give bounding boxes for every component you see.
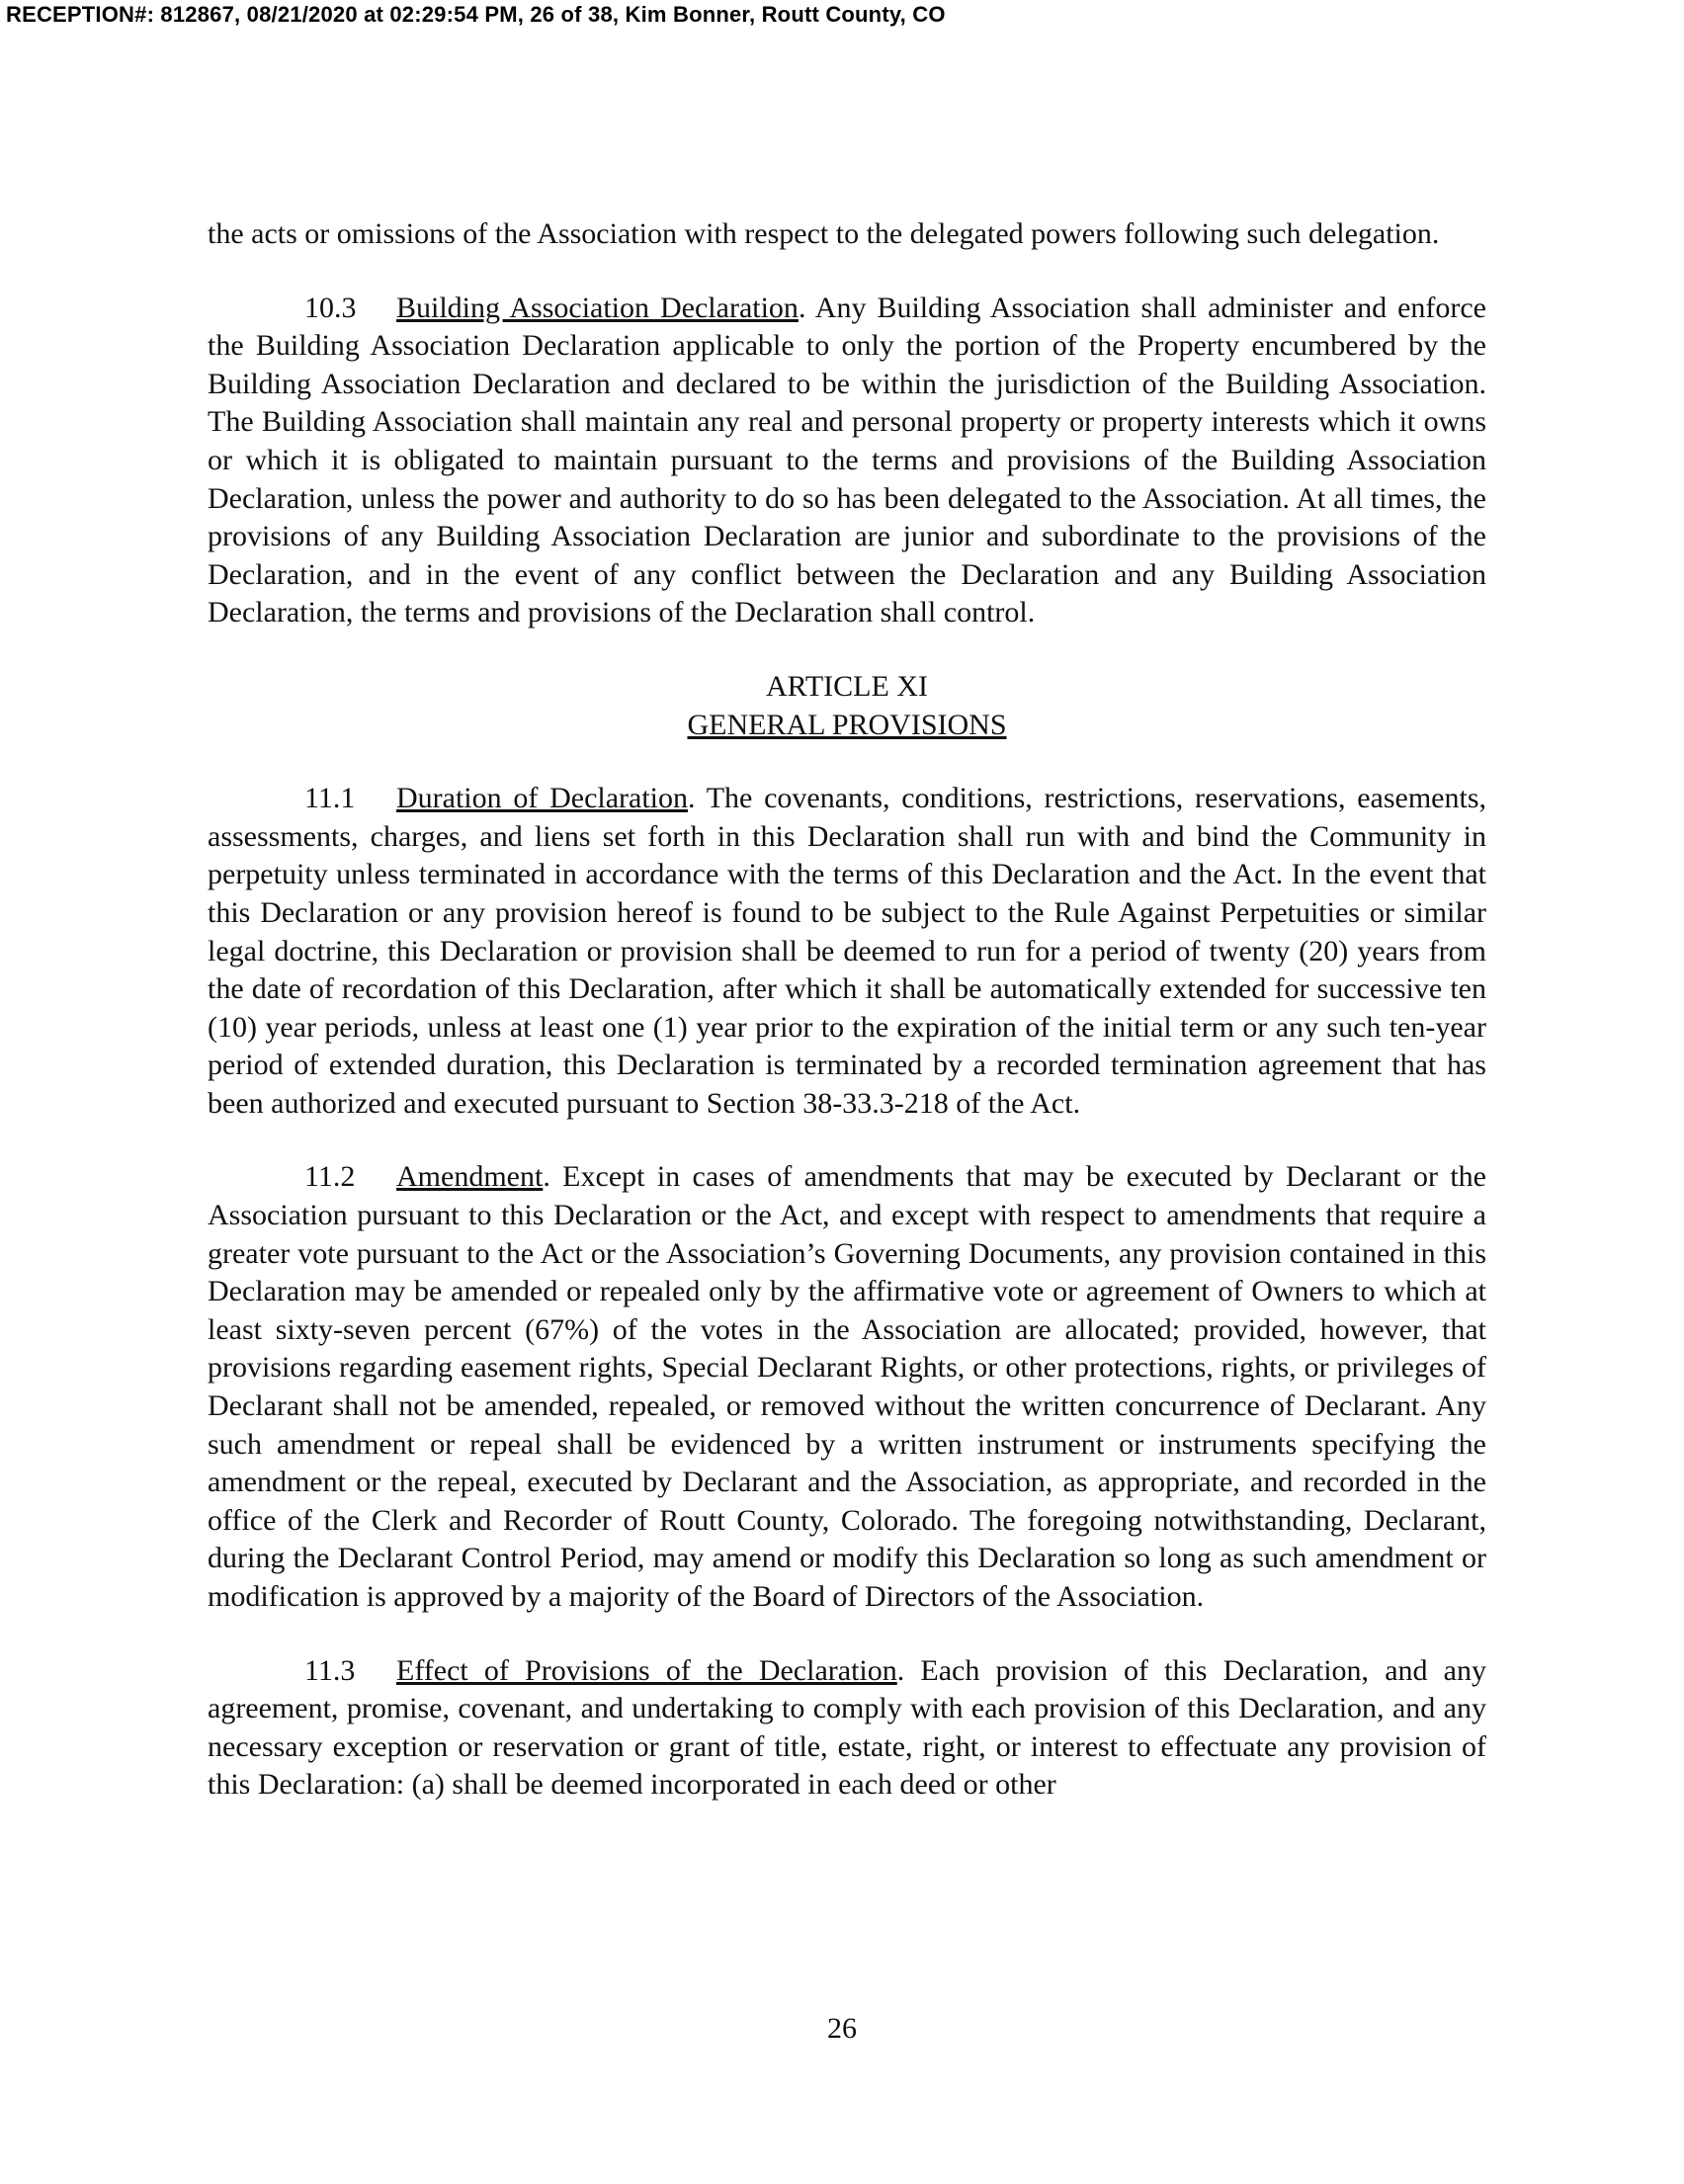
section-heading: Effect of Provisions of the Declaration	[396, 1653, 897, 1687]
section-body: . The covenants, conditions, restrictions, reservations, easements, assessments, charges, and liens set forth in this Declaration shall run with and bind the Community in perpetuity unless terminated in accordance with the terms of this Declaration and the Act. In the event that this Declaration or any provision hereof is found to be subject to the Rule Against Perpetuities or similar legal doctrine, this Declaration or provision shall be deemed to run for a period of twenty (20) years from the date of recordation of this Declaration, after which it shall be automatically extended for successive ten (10) year periods, unless at least one (1) year prior to the expiration of the initial term or any such ten-year period of extended duration, this Declaration is terminated by a recorded termination agreement that has been authorized and executed pursuant to Section 38-33.3-218 of the Act.	[208, 782, 1487, 1120]
section-number: 10.3	[304, 291, 357, 324]
section-heading: Duration of Declaration	[396, 782, 689, 815]
intro-paragraph: the acts or omissions of the Association with respect to the delegated powers following such delegation.	[208, 217, 1440, 250]
section-11-1	[208, 780, 1486, 1123]
section-number: 11.3	[304, 1653, 356, 1687]
document-body	[208, 215, 1486, 1805]
section-number: 11.2	[304, 1160, 356, 1194]
section-11-3	[208, 1652, 1486, 1805]
section-body: . Except in cases of amendments that may be executed by Declarant or the Association pursuant to this Declaration or the Act, and except with respect to amendments that require a greater vote pursuant to the Act or the Association’s Governing Documents, any provision contained in this Declaration may be amended or repealed only by the affirmative vote or agreement of Owners to which at least sixty-seven percent (67%) of the votes in the Association are allocated; provided, however, that provisions regarding easement rights, Special Declarant Rights, or other protections, rights, or privileges of Declarant shall not be amended, repealed, or removed without the written concurrence of Declarant. Any such amendment or repeal shall be evidenced by a written instrument or instruments specifying the amendment or the repeal, executed by Declarant and the Association, as appropriate, and recorded in the office of the Clerk and Recorder of Routt County, Colorado. The foregoing notwithstanding, Declarant, during the Declarant Control Period, may amend or modify this Declaration so long as such amendment or modification is approved by a majority of the Board of Directors of the Association.	[208, 1160, 1486, 1613]
section-10-3	[208, 290, 1486, 632]
section-number: 11.1	[304, 782, 356, 815]
section-body: . Each provision of this Declaration, and any agreement, promise, covenant, and undertaking to comply with each provision of this Declaration, and any necessary exception or reservation or grant of title, estate, right, or interest to effectuate any provision of this Declaration: (a) shall be deemed incorporated in each deed or other	[208, 1653, 1486, 1802]
section-11-2	[208, 1158, 1486, 1616]
article-title	[208, 707, 1486, 745]
section-body: . Any Building Association shall administer and enforce the Building Association Declaration applicable to only the portion of the Property encumbered by the Building Association Declaration and declared to be within the jurisdiction of the Building Association. The Building Association shall maintain any real and personal property or property interests which it owns or which it is obligated to maintain pursuant to the terms and provisions of the Building Association Declaration, unless the power and authority to do so has been delegated to the Association. At all times, the provisions of any Building Association Declaration are junior and subordinate to the provisions of the Declaration, and in the event of any conflict between the Declaration and any Building Association Declaration, the terms and provisions of the Declaration shall control.	[208, 291, 1486, 630]
article-number: ARTICLE XI	[765, 669, 928, 703]
section-heading: Building Association Declaration	[396, 291, 799, 324]
recording-stamp: RECEPTION#: 812867, 08/21/2020 at 02:29:54 PM, 26 of 38, Kim Bonner, Routt County, CO	[6, 2, 946, 27]
section-heading: Amendment	[396, 1160, 544, 1194]
article-title-text: GENERAL PROVISIONS	[687, 708, 1007, 741]
page-number: 26	[827, 2012, 857, 2045]
